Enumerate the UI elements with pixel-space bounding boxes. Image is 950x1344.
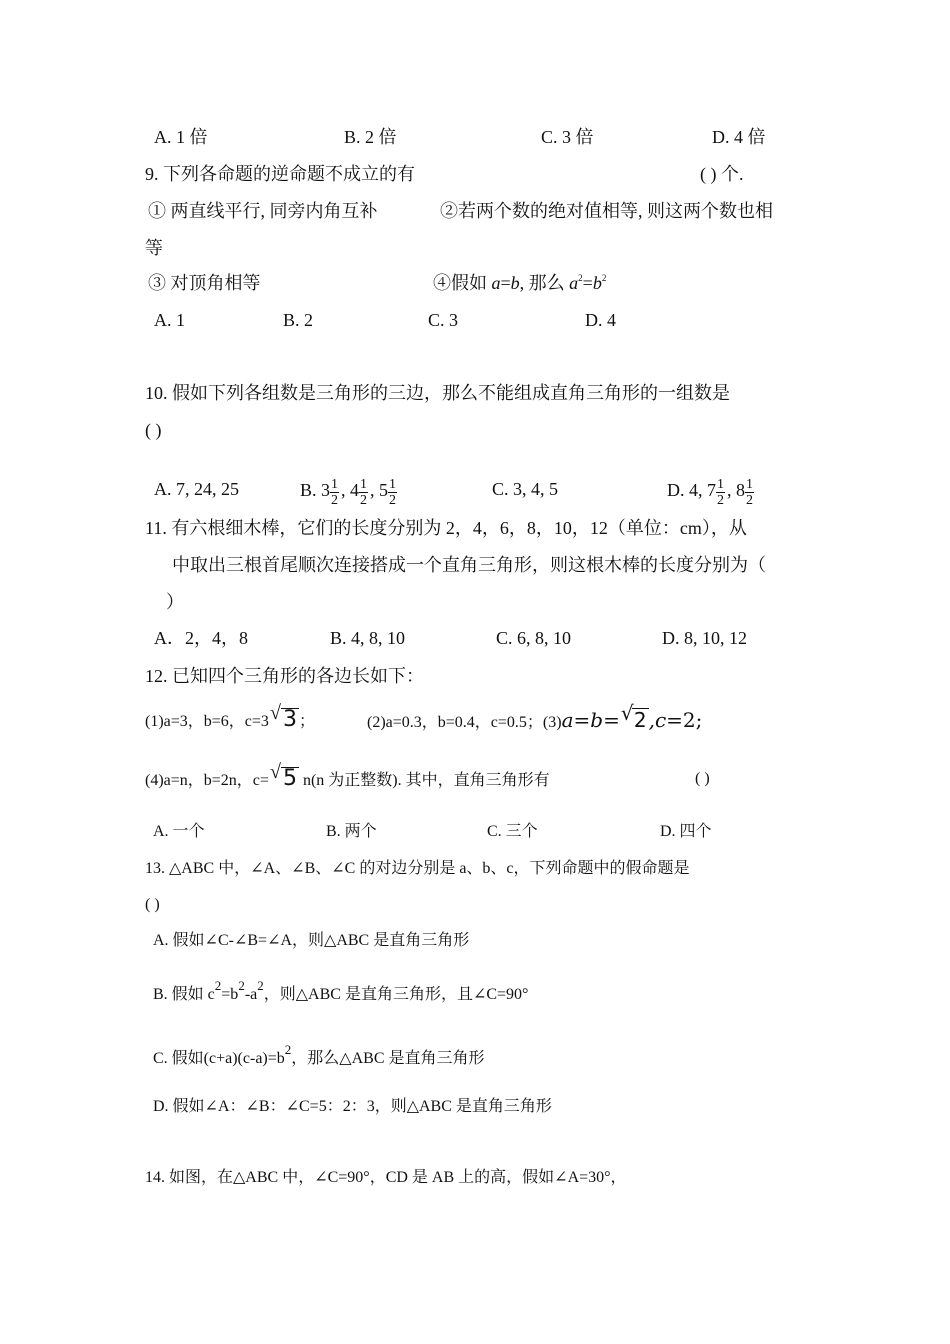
q8-option-a: A. 1 倍 [154, 127, 208, 147]
q12-case-3-a: a [561, 708, 574, 732]
radical-sign: √ [269, 702, 281, 724]
q9-item-4-sup1: 2 [578, 273, 583, 283]
q9-item-4-mid: , 那么 [519, 273, 570, 293]
q11-option-c: C. 6, 8, 10 [496, 628, 572, 648]
q12-stem: 12. 已知四个三角形的各边长如下： [145, 666, 424, 686]
q13-option-b-2: =b [221, 986, 239, 1003]
q12-case-3-eq1: = [573, 708, 591, 732]
q13-option-c [153, 1042, 485, 1071]
q12-case-3-tail: =2; [666, 708, 703, 732]
q8-option-c: C. 3 倍 [541, 127, 594, 147]
q9-item-4-b: b [510, 273, 520, 293]
q9-item-4-a: a [491, 273, 501, 293]
q10-option-a: A. 7, 24, 25 [154, 479, 239, 499]
q12-case-3-eq2: = [603, 708, 620, 732]
q13-stem: 13. △ABC 中，∠A、∠B、∠C 的对边分别是 a、b、c，下列命题中的假命题是 [145, 860, 690, 877]
q12-case-2 [367, 701, 703, 735]
q10-answer-paren: ( ) [145, 420, 162, 440]
frac-denominator: 2 [746, 493, 753, 508]
q11-stem-line-2: 中取出三根首尾顺次连接搭成一个直角三角形，则这根木棒的长度分别为（ [172, 555, 766, 575]
radical-sign: √ [620, 701, 634, 725]
q13-option-b-4: ，则△ABC 是直角三角形，且∠C=90° [263, 986, 529, 1003]
q11-stem: 11. 有六根细木棒，它们的长度分别为 2，4，6，8，10，12（单位：cm），从 [145, 518, 747, 538]
q9-item-4-sup2: 2 [601, 273, 607, 283]
q9-answer-paren: ( ) 个. [700, 164, 744, 184]
sqrt-2 [620, 701, 649, 732]
q12-option-a: A. 一个 [153, 823, 205, 840]
q12-case-4 [145, 761, 550, 793]
q12-case-1-text: (1)a=3，b=6，c=3 [145, 713, 269, 730]
q9-option-a: A. 1 [154, 310, 185, 330]
q12-case-1 [145, 702, 315, 734]
q12-case-4-post: n(n 为正整数). 其中，直角三角形有 [298, 772, 550, 789]
q9-option-d: D. 4 [585, 310, 616, 330]
q8-option-b: B. 2 倍 [344, 127, 397, 147]
q12-case-2-text: (2)a=0.3，b=0.4，c=0.5；(3) [367, 714, 562, 731]
radicand: 2 [633, 708, 647, 732]
sup: 2 [257, 978, 264, 993]
q11-option-a: A．2，4，8 [154, 628, 248, 648]
radical-sign: √ [269, 761, 281, 783]
frac-denominator: 2 [360, 493, 368, 508]
q10-option-b [300, 477, 399, 508]
q9-item-4-b2: b [592, 273, 602, 293]
frac-numerator: 1 [746, 477, 753, 492]
q10-option-b-label: B. 3 [300, 480, 331, 500]
q11-option-d: D. 8, 10, 12 [662, 628, 747, 648]
q9-item-1: ① 两直线平行, 同旁内角互补 [148, 201, 378, 221]
q12-option-c: C. 三个 [487, 823, 538, 840]
q9-item-4-pre: ④假如 [433, 273, 492, 293]
q10-option-d-sep: , 8 [727, 480, 745, 500]
sup: 2 [238, 978, 245, 993]
q13-option-d: D. 假如∠A：∠B：∠C=5：2：3，则△ABC 是直角三角形 [153, 1098, 552, 1115]
q9-item-3: ③ 对顶角相等 [148, 273, 261, 293]
q9-option-b: B. 2 [283, 310, 314, 330]
q10-option-d-label: D. 4, 7 [667, 480, 716, 500]
q11-option-b: B. 4, 8, 10 [330, 628, 406, 648]
q13-option-a: A. 假如∠C-∠B=∠A，则△ABC 是直角三角形 [153, 932, 470, 949]
q13-option-c-2: ，那么△ABC 是直角三角形 [291, 1050, 485, 1067]
q13-option-b-1: B. 假如 c [153, 986, 215, 1003]
q10-option-b-frac-1 [330, 477, 339, 508]
frac-numerator: 1 [717, 477, 724, 492]
q12-case-3 [561, 701, 703, 732]
q12-case-4-text: (4)a=n，b=2n，c= [145, 772, 269, 789]
q9-item-2-continued: 等 [145, 238, 163, 258]
frac-denominator: 2 [331, 493, 339, 508]
sqrt-5 [269, 761, 299, 793]
q8-option-d: D. 4 倍 [712, 127, 766, 147]
q12-option-b: B. 两个 [326, 823, 377, 840]
q10-option-d [667, 477, 756, 508]
sup: 2 [284, 1042, 292, 1057]
q11-stem-line-3: ） [166, 592, 184, 612]
q12-answer-paren: ( ) [695, 770, 710, 787]
sqrt-3 [269, 702, 299, 734]
q9-stem: 9. 下列各命题的逆命题不成立的有 [145, 164, 415, 184]
q10-option-b-frac-2 [359, 477, 368, 508]
q9-item-4-eq: = [500, 273, 511, 293]
radicand: 5 [282, 766, 297, 791]
frac-numerator: 1 [360, 477, 368, 492]
q12-case-1-post: ； [298, 713, 315, 730]
q9-item-4-a2: a [569, 273, 579, 293]
q9-item-2: ②若两个数的绝对值相等, 则这两个数也相 [440, 201, 773, 221]
frac-numerator: 1 [331, 477, 339, 492]
q10-option-d-frac-2 [745, 477, 754, 508]
frac-numerator: 1 [389, 477, 397, 492]
q13-option-b-3: -a [244, 986, 258, 1003]
q10-option-c: C. 3, 4, 5 [492, 479, 559, 499]
q10-option-b-frac-3 [388, 477, 397, 508]
q10-option-b-sep-2: , 5 [370, 480, 389, 500]
frac-denominator: 2 [389, 493, 397, 508]
q10-option-b-sep-1: , 4 [341, 480, 360, 500]
q9-item-4 [433, 271, 606, 295]
q9-option-c: C. 3 [428, 310, 459, 330]
q12-case-3-b: b [590, 708, 604, 732]
q10-option-d-frac-1 [716, 477, 725, 508]
sup: 2 [214, 978, 222, 993]
q9-item-4-eq2: = [582, 273, 593, 293]
q13-answer-paren: ( ) [145, 896, 160, 913]
radicand: 3 [282, 707, 297, 732]
q14-stem: 14. 如图，在△ABC 中，∠C=90°，CD 是 AB 上的高，假如∠A=30°， [145, 1169, 627, 1186]
q12-option-d: D. 四个 [660, 823, 712, 840]
q13-option-c-1: C. 假如(c+a)(c-a)=b [153, 1050, 285, 1067]
q12-case-3-c: ,c [648, 708, 667, 732]
q10-stem: 10. 假如下列各组数是三角形的三边，那么不能组成直角三角形的一组数是 [145, 383, 730, 403]
q13-option-b [153, 978, 529, 1007]
frac-denominator: 2 [717, 493, 724, 508]
